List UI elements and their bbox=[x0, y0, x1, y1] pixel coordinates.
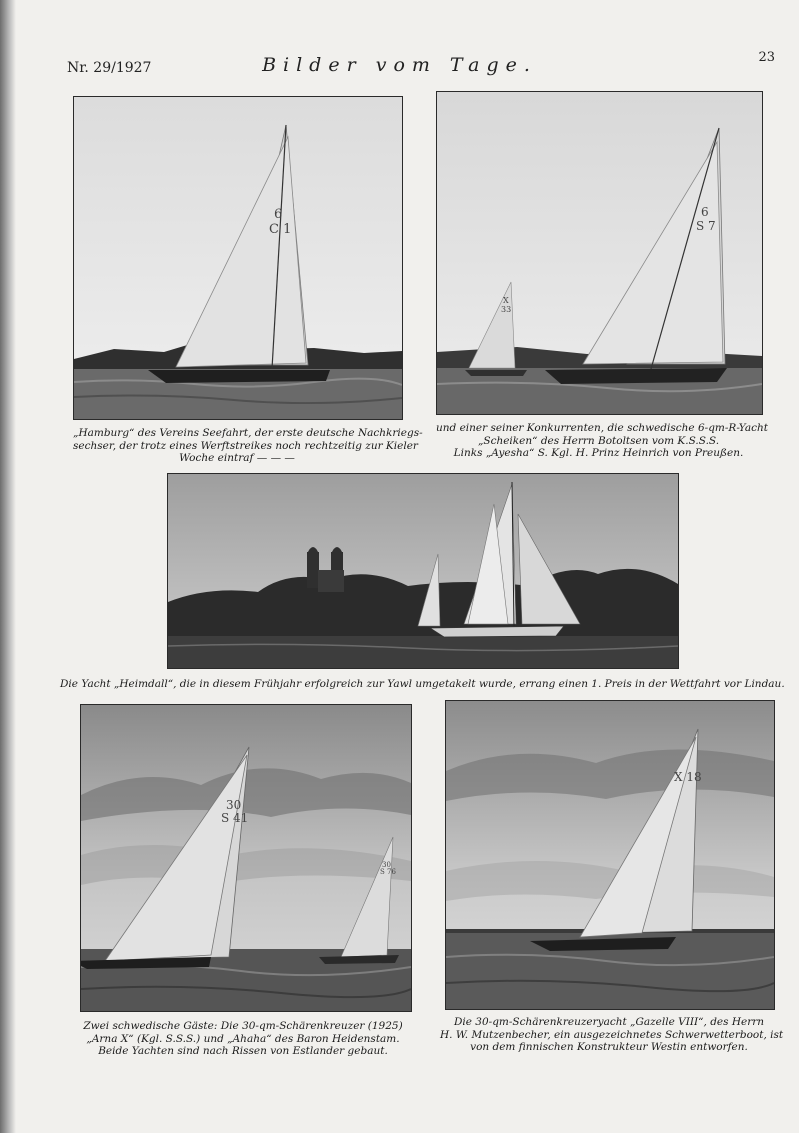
page-binding-shadow bbox=[0, 0, 16, 1133]
caption-line: Beide Yachten sind nach Rissen von Estlander gebaut. bbox=[98, 1045, 388, 1057]
sail-number: 6 bbox=[274, 207, 283, 222]
caption-line: sechser, der trotz eines Werftstreikes noch rechtzeitig zur Kieler bbox=[73, 439, 418, 452]
caption-hamburg bbox=[73, 427, 423, 465]
magazine-title: Bilder vom Tage. bbox=[262, 54, 537, 76]
caption-line: „Hamburg“ des Vereins Seefahrt, der erste deutsche Nachkriegs- bbox=[73, 427, 423, 439]
caption-line: Die 30-qm-Schärenkreuzeryacht „Gazelle VIII“, des Herrn bbox=[453, 1016, 765, 1028]
caption-arna-ahaha bbox=[72, 1020, 414, 1058]
caption-line: Die Yacht „Heimdall“, die in diesem Frühjahr erfolgreich zur Yawl umgetakelt wurde, errang einen 1. Preis in der Wettfahrt vor Lindau. bbox=[60, 678, 785, 690]
caption-line: von dem finnischen Konstrukteur Westin entworfen. bbox=[470, 1041, 748, 1053]
sail-number: 30 bbox=[226, 798, 242, 812]
caption-line: und einer seiner Konkurrenten, die schwedische 6-qm-R-Yacht bbox=[436, 422, 768, 434]
sail-number: S 76 bbox=[380, 868, 396, 876]
photo-arna-ahaha-yachts bbox=[80, 704, 412, 1012]
sail-number: 30 bbox=[382, 861, 391, 869]
caption-line: „Scheiken“ des Herrn Botoltsen vom K.S.S.S. bbox=[477, 434, 720, 447]
caption-scheiken bbox=[436, 422, 768, 460]
sail-number: X bbox=[503, 296, 509, 305]
photo-gazelle-viii-yacht bbox=[445, 700, 775, 1010]
photo-hamburg-yacht bbox=[73, 96, 403, 420]
sail-number: X 18 bbox=[674, 770, 702, 784]
caption-heimdall bbox=[60, 678, 785, 691]
caption-line: „Arna X“ (Kgl. S.S.S.) und „Ahaha“ des Baron Heidenstam. bbox=[86, 1032, 400, 1045]
sail-number: 6 bbox=[701, 205, 709, 219]
sail-number: S 41 bbox=[221, 811, 249, 825]
photo-heimdall-yacht bbox=[167, 473, 679, 669]
photo-scheiken-yacht bbox=[436, 91, 763, 415]
sail-number: S 7 bbox=[696, 219, 716, 233]
issue-number: Nr. 29/1927 bbox=[67, 60, 152, 76]
sail-number: 33 bbox=[501, 305, 512, 314]
caption-line: Zwei schwedische Gäste: Die 30-qm-Schärenkreuzer (1925) bbox=[83, 1020, 403, 1032]
caption-line: Links „Ayesha“ S. Kgl. H. Prinz Heinrich von Preußen. bbox=[453, 447, 744, 459]
page-number: 23 bbox=[758, 50, 775, 65]
caption-line: H. W. Mutzenbecher, ein ausgezeichnetes Schwerwetterboot, ist bbox=[440, 1028, 784, 1041]
caption-gazelle-viii bbox=[440, 1016, 784, 1054]
caption-line: Woche eintraf — — — bbox=[179, 452, 295, 464]
sail-number: C 1 bbox=[269, 222, 292, 237]
